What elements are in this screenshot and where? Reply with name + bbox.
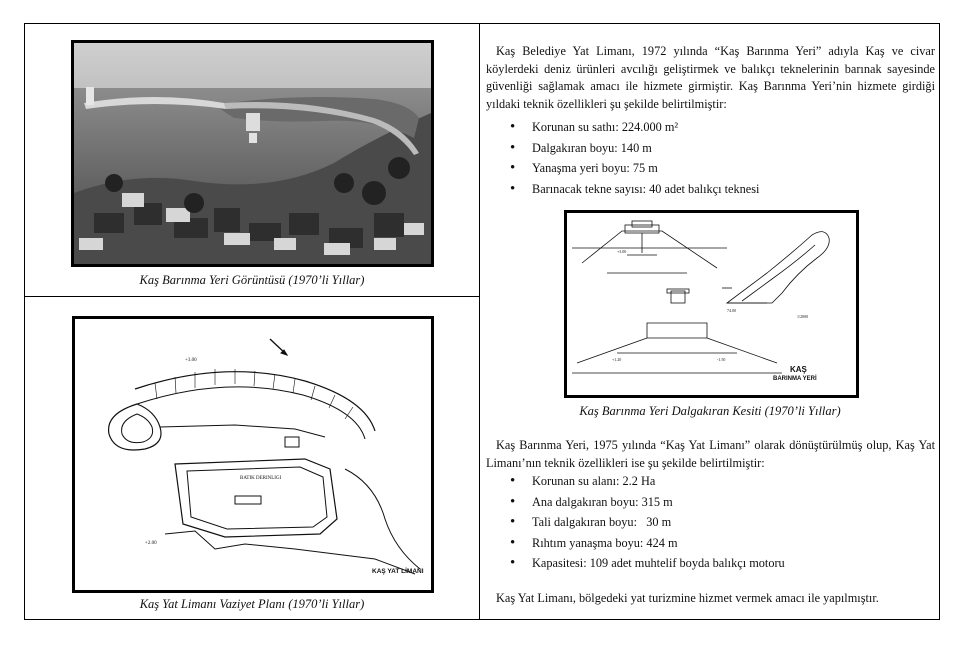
svg-text:+2.00: +2.00 [145,541,157,546]
photo-caption: Kaş Barınma Yeri Görüntüsü (1970’li Yıllar) [139,273,365,287]
first-features-list [506,117,926,199]
second-paragraph: Kaş Barınma Yeri, 1975 yılında “Kaş Yat Limanı” olarak dönüştürülmüş olup, Kaş Yat Limanı’nın teknik özellikleri ise şu şekilde belirtilmiştir: [486,438,935,470]
svg-text:74.00: 74.00 [727,308,736,313]
svg-text:BATIK DERINLIGI: BATIK DERINLIGI [240,476,282,481]
harbor-photo [71,40,434,267]
svg-text:+3.00: +3.00 [617,249,627,254]
section-stamp-subtitle: BARINMA YERİ [773,376,817,382]
plan-caption: Kaş Yat Limanı Vaziyet Planı (1970’li Yıllar) [139,597,365,611]
svg-text:-1.50: -1.50 [717,357,726,362]
section-caption: Kaş Barınma Yeri Dalgakıran Kesiti (1970’li Yıllar) [579,404,841,418]
column-divider [479,24,480,619]
svg-text:1/2000: 1/2000 [797,314,809,319]
row-divider [25,296,480,297]
svg-text:+3.00: +3.00 [185,358,197,363]
breakwater-section-drawing [564,210,859,398]
list-item: • Ana dalgakıran boyu: 315 m [506,492,926,513]
list-item: • Kapasitesi: 109 adet muhtelif boyda balıkçı motoru [506,553,926,574]
list-item: • Yanaşma yeri boyu: 75 m [506,158,926,179]
intro-paragraph: Kaş Belediye Yat Limanı, 1972 yılında “Kaş Barınma Yeri” adıyla Kaş ve civar köylerdeki deniz ürünleri avcılığı geliştirmek ve balıkçı teknelerinin barınak sayesinde güvenliği sağlamak amacı ile hizmete girmiştir. Kaş Barınma Yeri’nin hizmete girdiği yıldaki teknik özellikleri şu şekilde belirtilmiştir: [486,44,935,111]
site-plan-drawing [72,316,434,593]
svg-text:+1.20: +1.20 [612,357,622,362]
section-stamp-title: KAŞ [790,365,807,374]
list-item: • Barınacak tekne sayısı: 40 adet balıkçı teknesi [506,179,926,200]
list-item: • Korunan su sathı: 224.000 m² [506,117,926,138]
list-item: • Dalgakıran boyu: 140 m [506,138,926,159]
second-features-list [506,471,926,574]
list-item: • Korunan su alanı: 2.2 Ha [506,471,926,492]
list-item: • Tali dalgakıran boyu: 30 m [506,512,926,533]
list-item: • Rıhtım yanaşma boyu: 424 m [506,533,926,554]
closing-paragraph: Kaş Yat Limanı, bölgedeki yat turizmine hizmet vermek amacı ile yapılmıştır. [496,591,879,605]
plan-label: KAŞ YAT LİMANI [372,568,424,575]
